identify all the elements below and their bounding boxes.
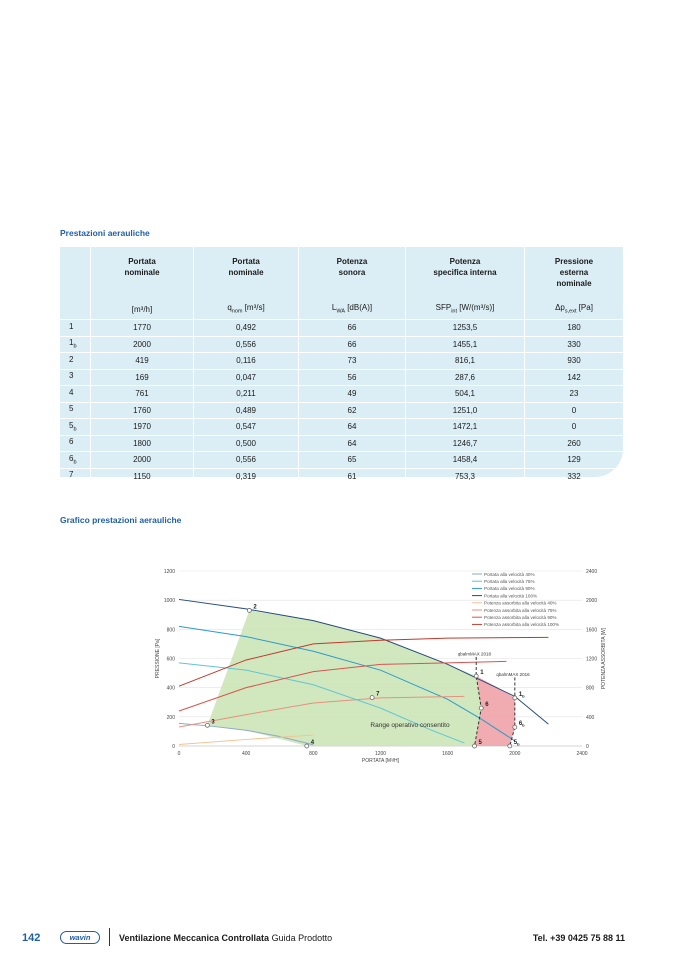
table-cell: 1800 — [91, 435, 194, 452]
legend-entry: Portata alla velocità 90% — [484, 586, 535, 592]
table-cell: 1970 — [91, 419, 194, 436]
table-cell: 1458,4 — [406, 452, 525, 469]
y-tick-label: 1000 — [163, 598, 175, 605]
table-row — [60, 369, 623, 386]
chart-annotation: Range operativo consentito — [370, 722, 450, 730]
table-cell: 1253,5 — [406, 320, 525, 337]
operating-point — [247, 608, 251, 612]
header-potenza-sonora: Potenza sonora — [299, 247, 406, 299]
table-cell: 23 — [525, 386, 624, 403]
table-cell: 761 — [91, 386, 194, 403]
operating-point-label: $1_b$ — [518, 691, 525, 699]
y2-tick-label: 1600 — [586, 627, 598, 634]
table-row — [60, 336, 623, 353]
table-cell: 0 — [525, 402, 624, 419]
table-cell: 180 — [525, 320, 624, 337]
row-index: $6_b$ — [60, 452, 91, 469]
y-tick-label: 200 — [166, 714, 175, 721]
table-cell: 287,6 — [406, 369, 525, 386]
table-cell: 1251,0 — [406, 402, 525, 419]
chart-annotation: qbalmMAX 2016 — [496, 672, 530, 677]
table-cell: 260 — [525, 435, 624, 452]
y-tick-label: 600 — [166, 656, 175, 663]
x-axis-label: PORTATA [M³/H] — [361, 758, 400, 764]
header-portata-m3h: Portata nominale — [91, 247, 194, 299]
operating-point-label: 6 — [485, 702, 489, 709]
table-cell: 0,492 — [194, 320, 299, 337]
table-cell: 753,3 — [406, 468, 525, 484]
y2-tick-label: 2000 — [586, 598, 598, 605]
x-tick-label: 1600 — [442, 751, 454, 757]
row-index: 4 — [60, 386, 91, 403]
table-cell: 64 — [299, 419, 406, 436]
header-pressione: Pressione esterna nominale — [554, 257, 594, 288]
table-header-row — [60, 247, 623, 299]
page-footer — [0, 926, 677, 948]
operating-point — [473, 744, 477, 748]
legend-entry: Potenza assorbita alla velocità 90% — [484, 615, 557, 620]
y-tick-label: 1200 — [163, 569, 175, 575]
table-cell: 1770 — [91, 320, 194, 337]
table-cell: 65 — [299, 452, 406, 469]
x-tick-label: 2000 — [509, 751, 521, 757]
operating-point-label: 4 — [310, 740, 315, 746]
table-cell: 2000 — [91, 336, 194, 353]
table-row — [60, 435, 623, 452]
operating-point — [513, 696, 517, 700]
table-cell: 0,556 — [194, 336, 299, 353]
table-cell: 816,1 — [406, 353, 525, 370]
table-cell: 73 — [299, 353, 406, 370]
table-cell: 62 — [299, 402, 406, 419]
x-tick-label: 2400 — [576, 751, 588, 757]
operating-point-label: 5 — [478, 740, 482, 746]
table-cell: 0,211 — [194, 386, 299, 403]
unit-cell: $L_{WA}$ [dB(A)] — [299, 299, 406, 320]
table-cell: 64 — [299, 435, 406, 452]
table-cell: 0,489 — [194, 402, 299, 419]
y2-tick-label: 400 — [586, 714, 595, 721]
row-index: 1 — [60, 320, 91, 337]
legend-entry: Portata alla velocità 100% — [484, 593, 538, 599]
operating-point-label: 2 — [253, 604, 257, 611]
performance-table-panel — [60, 247, 623, 481]
operating-point-label: 3 — [211, 719, 215, 726]
unit-cell: $\Delta p_{s,ext}$ [Pa] — [555, 303, 593, 315]
operating-point-label: $5_b$ — [513, 740, 520, 747]
operating-point-label: $6_b$ — [518, 721, 525, 728]
legend-entry: Potenza assorbita alla velocità 40% — [484, 600, 557, 606]
page-number: 142 — [22, 932, 41, 944]
table-cell: 61 — [299, 468, 406, 484]
table-cell: 0,319 — [194, 468, 299, 484]
operating-point — [513, 725, 517, 729]
table-cell: 169 — [91, 369, 194, 386]
operating-point — [508, 744, 512, 748]
table-cell: 0,116 — [194, 353, 299, 370]
table-cell: 1455,1 — [406, 336, 525, 353]
table-cell: 419 — [91, 353, 194, 370]
wavin-logo: wavin — [60, 931, 100, 944]
table-cell: 332 — [525, 468, 624, 484]
header-potenza-specifica: Potenza specifica interna — [406, 247, 525, 299]
x-tick-label: 0 — [177, 751, 181, 757]
table-cell: 1472,1 — [406, 419, 525, 436]
row-index: 7 — [60, 468, 91, 484]
operating-point — [205, 723, 209, 727]
header-portata-m3s: Portata nominale — [194, 247, 299, 299]
table-units-row — [60, 299, 623, 320]
header-index — [60, 247, 91, 299]
table-cell: 56 — [299, 369, 406, 386]
unit-cell: $SFP_{int}$ [W/(m³/s)] — [406, 299, 525, 320]
table-section-title: Prestazioni aerauliche — [60, 228, 150, 238]
y2-tick-label: 0 — [586, 744, 589, 750]
table-cell: 1246,7 — [406, 435, 525, 452]
footer-phone: Tel. +39 0425 75 88 11 — [532, 933, 625, 943]
unit-index — [60, 299, 91, 320]
operating-point-label: 1 — [480, 670, 484, 676]
table-cell: 66 — [299, 336, 406, 353]
table-row — [60, 402, 623, 419]
table-cell: 1760 — [91, 402, 194, 419]
x-tick-label: 1200 — [374, 751, 387, 757]
x-tick-label: 400 — [241, 751, 251, 757]
legend-entry: Portata alla velocità 40% — [484, 571, 535, 577]
operating-point — [370, 696, 374, 700]
chart-section-title: Grafico prestazioni aerauliche — [60, 515, 182, 525]
table-row — [60, 452, 623, 469]
table-row — [60, 353, 623, 370]
table-cell: 930 — [525, 353, 624, 370]
table-cell: 0 — [525, 419, 624, 436]
operating-point — [474, 674, 478, 678]
unit-cell: [m³/h] — [91, 299, 194, 320]
table-cell: 129 — [525, 452, 624, 469]
y-tick-label: 400 — [166, 685, 175, 692]
y2-axis-label: POTENZA ASSORBITA [W] — [601, 627, 607, 690]
table-row — [60, 468, 623, 484]
table-row — [60, 386, 623, 403]
table-cell: 0,500 — [194, 435, 299, 452]
y-tick-label: 0 — [172, 744, 175, 750]
performance-table — [60, 247, 623, 484]
table-cell: 0,047 — [194, 369, 299, 386]
performance-chart — [150, 560, 610, 770]
unit-cell: $q_{nom}$ [m³/s] — [194, 299, 299, 320]
table-row — [60, 320, 623, 337]
row-index: 5 — [60, 402, 91, 419]
row-index: 6 — [60, 435, 91, 452]
footer-divider — [109, 928, 110, 946]
y-tick-label: 800 — [166, 627, 175, 634]
row-index: $5_b$ — [60, 419, 91, 436]
legend-entry: Potenza assorbita alla velocità 75% — [484, 607, 557, 613]
chart-annotation: qbalmMAX 2018 — [457, 651, 492, 657]
legend-entry: Portata alla velocità 75% — [484, 579, 535, 584]
table-cell: 0,556 — [194, 452, 299, 469]
table-cell: 142 — [525, 369, 624, 386]
table-cell: 49 — [299, 386, 406, 403]
x-tick-label: 800 — [309, 751, 318, 757]
row-index: $1_b$ — [60, 336, 91, 353]
footer-title: Ventilazione Meccanica Controllata Guida Prodotto — [119, 933, 333, 943]
table-cell: 504,1 — [406, 386, 525, 403]
table-cell: 0,547 — [194, 419, 299, 436]
operating-point — [305, 744, 309, 748]
table-row — [60, 419, 623, 436]
legend-entry: Potenza assorbita alla velocità 100% — [484, 622, 560, 628]
row-index: 3 — [60, 369, 91, 386]
y2-tick-label: 2400 — [586, 569, 598, 575]
row-index: 2 — [60, 353, 91, 370]
y2-tick-label: 1200 — [586, 656, 598, 663]
operating-point — [479, 706, 483, 710]
table-cell: 2000 — [91, 452, 194, 469]
operating-point-label: 7 — [376, 691, 380, 698]
y-axis-label: PRESSIONE [Pa] — [155, 638, 161, 679]
y2-tick-label: 800 — [586, 685, 595, 692]
table-cell: 1150 — [91, 468, 194, 484]
table-cell: 330 — [525, 336, 624, 353]
table-cell: 66 — [299, 320, 406, 337]
